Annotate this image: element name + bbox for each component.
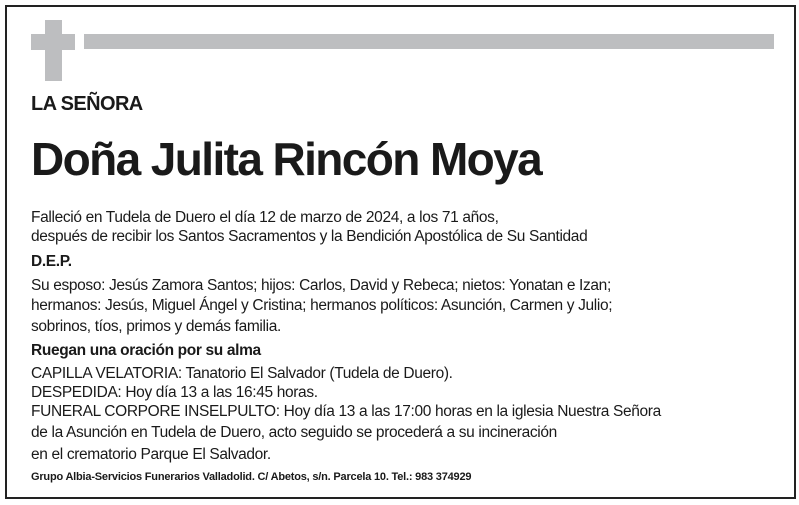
intro-line: después de recibir los Santos Sacramentos y la Bendición Apostólica de Su Santidad xyxy=(31,228,588,245)
family-line: Su esposo: Jesús Zamora Santos; hijos: Carlos, David y Rebeca; nietos: Yonatan e Izan; xyxy=(31,277,611,294)
prayer: Ruegan una oración por su alma xyxy=(31,342,261,359)
detail-line: DESPEDIDA: Hoy día 13 a las 16:45 horas. xyxy=(31,384,318,401)
family-line: sobrinos, tíos, primos y demás familia. xyxy=(31,318,281,335)
detail-line: de la Asunción en Tudela de Duero, acto seguido se procederá a su incineración xyxy=(31,424,557,441)
detail-line: CAPILLA VELATORIA: Tanatorio El Salvador (Tudela de Duero). xyxy=(31,365,453,382)
header-rule xyxy=(84,34,774,49)
dep: D.E.P. xyxy=(31,253,72,270)
intro-line: Falleció en Tudela de Duero el día 12 de marzo de 2024, a los 71 años, xyxy=(31,209,499,226)
detail-line: FUNERAL CORPORE INSELPULTO: Hoy día 13 a las 17:00 horas en la iglesia Nuestra Señora xyxy=(31,403,661,420)
funeral-home-footer: Grupo Albia-Servicios Funerarios Valladolid. C/ Abetos, s/n. Parcela 10. Tel.: 983 374929 xyxy=(31,471,472,483)
cross-icon-arm xyxy=(31,34,75,50)
heading: LA SEÑORA xyxy=(31,93,143,115)
detail-line: en el crematorio Parque El Salvador. xyxy=(31,446,271,463)
deceased-name: Doña Julita Rincón Moya xyxy=(31,133,542,185)
cross-icon xyxy=(45,20,62,81)
family-line: hermanos: Jesús, Miguel Ángel y Cristina; hermanos políticos: Asunción, Carmen y Julio; xyxy=(31,297,613,314)
